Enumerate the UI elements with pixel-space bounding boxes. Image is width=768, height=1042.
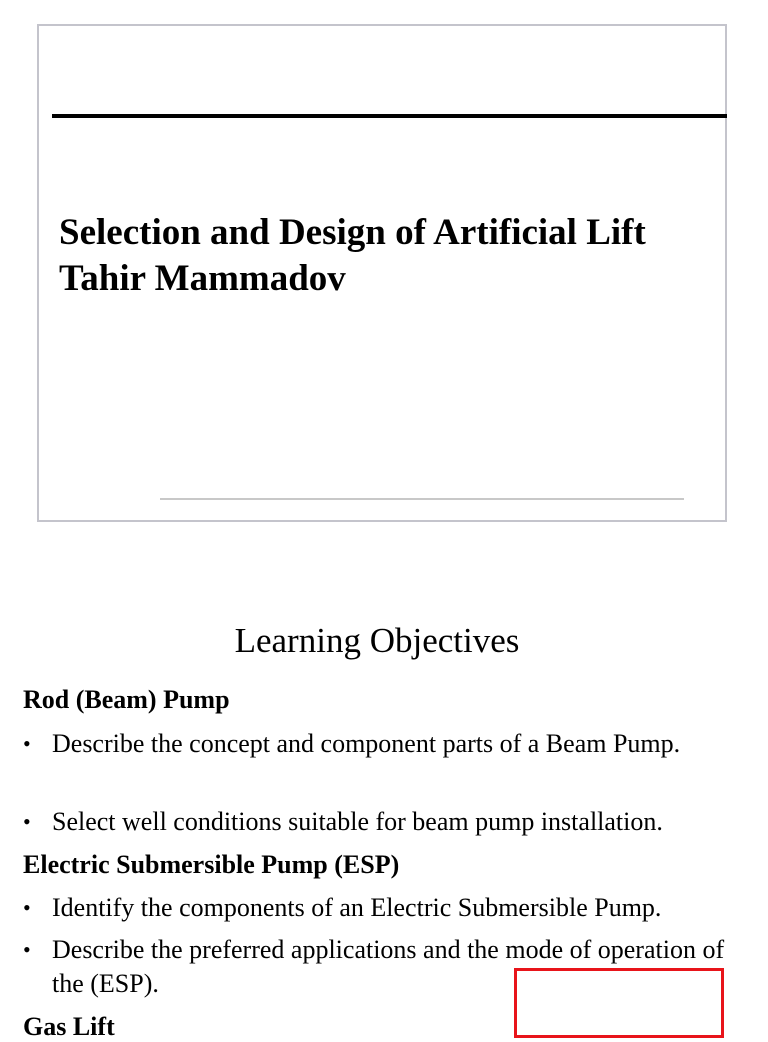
bullet-symbol: • <box>23 895 31 920</box>
section-heading-esp: Electric Submersible Pump (ESP) <box>23 850 400 879</box>
bullet-text: Describe the concept and component parts of a Beam Pump. <box>52 729 681 758</box>
bullet-item <box>23 805 758 839</box>
bullet-text: Select well conditions suitable for beam pump installation. <box>52 807 663 836</box>
learning-objectives-heading: Learning Objectives <box>234 621 520 660</box>
bullet-symbol: • <box>23 731 31 756</box>
bullet-item <box>23 727 758 761</box>
slide-title-author: Tahir Mammadov <box>59 258 346 299</box>
bullet-text: Identify the components of an Electric Submersible Pump. <box>52 893 662 922</box>
section-heading-gas-lift: Gas Lift <box>23 1012 115 1041</box>
title-slide <box>37 24 727 522</box>
bullet-symbol: • <box>23 937 31 962</box>
section-heading-rod-pump: Rod (Beam) Pump <box>23 685 230 714</box>
highlight-box <box>514 968 724 1038</box>
title-bottom-rule <box>160 498 684 500</box>
bullet-symbol: • <box>23 809 31 834</box>
bullet-item <box>23 891 758 925</box>
slide-title <box>59 210 719 302</box>
bullet-text: Describe the preferred applications and the mode of operation of the (ESP). <box>52 935 725 998</box>
slide-title-line-1: Selection and Design of Artificial Lift <box>59 212 646 253</box>
title-top-rule <box>52 114 727 118</box>
